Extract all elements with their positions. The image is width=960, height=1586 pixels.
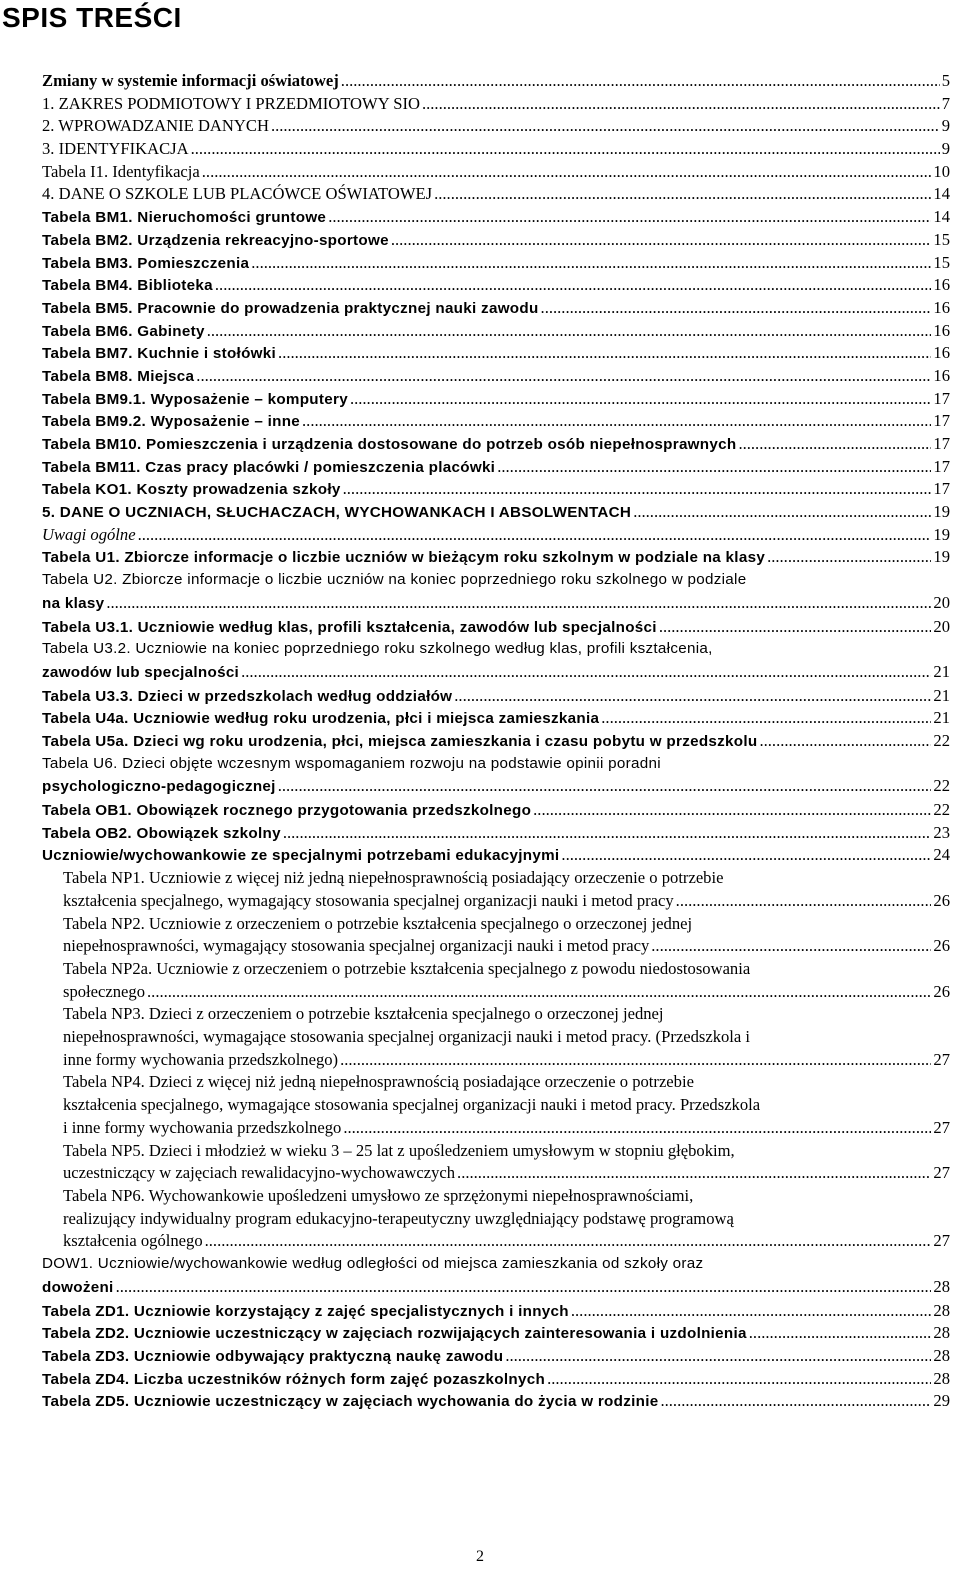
- toc-leader-dots: [505, 1345, 931, 1368]
- toc-page-number: 5: [941, 71, 950, 90]
- toc-leader-dots: [651, 935, 931, 958]
- toc-entry[interactable]: [42, 1368, 950, 1391]
- toc-page-number: 15: [933, 229, 950, 249]
- toc-leader-dots: [343, 1117, 931, 1140]
- toc-leader-dots: [561, 844, 931, 867]
- toc-entry-title: Tabela U3.3. Dzieci w przedszkolach według oddziałów: [42, 687, 453, 705]
- toc-entry-title: Tabela I1. Identyfikacja: [42, 161, 200, 181]
- toc-page-number: 27: [933, 1163, 950, 1183]
- toc-page-number: 17: [933, 411, 950, 431]
- toc-page-number: 26: [933, 890, 950, 910]
- toc-entry-title: Tabela U5a. Dzieci wg roku urodzenia, płci, miejsca zamieszkania i czasu pobytu w przedszkolu: [42, 733, 758, 750]
- toc-entry-title: na klasy: [42, 594, 105, 612]
- toc-leader-dots: [738, 433, 931, 456]
- toc-entry-title: Uczniowie/wychowankowie ze specjalnymi potrzebami edukacyjnymi: [42, 847, 560, 865]
- toc-entry[interactable]: [42, 115, 950, 138]
- toc-page-number: 21: [933, 685, 950, 705]
- toc-entry-title: Tabela BM6. Gabinety: [42, 322, 205, 340]
- toc-leader-dots: [422, 93, 940, 116]
- toc-entry[interactable]: [42, 1300, 950, 1323]
- toc-leader-dots: [547, 1368, 931, 1391]
- toc-page-number: 26: [933, 981, 950, 1001]
- toc-entry[interactable]: [42, 1185, 950, 1253]
- toc-leader-dots: [601, 707, 931, 730]
- toc-leader-dots: [116, 1276, 932, 1299]
- toc-leader-dots: [434, 183, 931, 206]
- toc-page-number: 22: [933, 776, 950, 796]
- toc-entry-line: kształcenia specjalnego, wymagające stosowania specjalnej organizacji nauki i metod pracy. Przedszkola: [63, 1095, 761, 1115]
- toc-entry-title: inne formy wychowania przedszkolnego): [63, 1049, 339, 1069]
- toc-entry[interactable]: [42, 730, 950, 753]
- toc-entry-title: Tabela BM3. Pomieszczenia: [42, 254, 250, 272]
- toc-leader-dots: [343, 478, 932, 501]
- toc-entry[interactable]: [42, 913, 950, 958]
- toc-entry[interactable]: [42, 799, 950, 822]
- toc-page-number: 16: [933, 297, 950, 317]
- toc-entry[interactable]: [42, 958, 950, 1003]
- toc-entry[interactable]: [42, 546, 950, 569]
- toc-leader-dots: [241, 661, 931, 684]
- toc-leader-dots: [106, 592, 931, 615]
- toc-page-number: 19: [933, 547, 950, 567]
- toc-entry-line: Tabela NP4. Dzieci z więcej niż jedną niepełnosprawnością posiadające orzeczenie o potrzebie: [63, 1072, 694, 1092]
- toc-page-number: 16: [933, 320, 950, 340]
- toc-entry[interactable]: [42, 206, 950, 229]
- toc-leader-dots: [215, 274, 932, 297]
- toc-leader-dots: [271, 115, 940, 138]
- toc-entry[interactable]: [42, 867, 950, 912]
- toc-page-number: 21: [933, 661, 950, 681]
- toc-page-number: 23: [933, 822, 950, 842]
- toc-entry[interactable]: [42, 844, 950, 867]
- toc-leader-dots: [138, 524, 932, 547]
- toc-entry-title: 3. IDENTYFIKACJA: [42, 139, 189, 159]
- toc-entry-title: Tabela ZD3. Uczniowie odbywający praktyczną naukę zawodu: [42, 1347, 504, 1365]
- toc-leader-dots: [147, 981, 931, 1004]
- toc-leader-dots: [660, 1390, 931, 1413]
- toc-entry-line: Tabela U2. Zbiorcze informacje o liczbie uczniów na koniec poprzedniego roku szkolnego w podziale: [42, 571, 747, 589]
- toc-entry-line: Tabela U3.2. Uczniowie na koniec poprzedniego roku szkolnego według klas, profili kształcenia,: [42, 640, 713, 658]
- toc-leader-dots: [767, 546, 931, 569]
- toc-leader-dots: [497, 456, 931, 479]
- toc-leader-dots: [202, 161, 932, 184]
- toc-entry[interactable]: [42, 320, 950, 343]
- toc-page-number: 27: [933, 1231, 950, 1251]
- toc-entry[interactable]: [42, 456, 950, 479]
- toc-entry[interactable]: [42, 70, 950, 93]
- toc-entry-title: Tabela BM9.1. Wyposażenie – komputery: [42, 390, 348, 408]
- toc-entry[interactable]: [42, 753, 950, 799]
- toc-entry-title: Tabela BM7. Kuchnie i stołówki: [42, 345, 277, 363]
- toc-entry-title: 4. DANE O SZKOLE LUB PLACÓWCE OŚWIATOWEJ: [42, 184, 433, 204]
- toc-leader-dots: [196, 365, 931, 388]
- toc-page-number: 15: [933, 252, 950, 272]
- toc-entry-title: Tabela U1. Zbiorcze informacje o liczbie uczniów w bieżącym roku szkolnym w podziale na klasy: [42, 549, 766, 567]
- toc-entry-title: Tabela BM11. Czas pracy placówki / pomieszczenia placówki: [42, 458, 496, 476]
- toc-entry-line: Tabela NP6. Wychowankowie upośledzeni umysłowo ze sprzężonymi niepełnosprawnościami,: [63, 1186, 694, 1205]
- toc-entry[interactable]: [42, 638, 950, 684]
- toc-entry-line: realizujący indywidualny program edukacyjno-terapeutyczny uwzględniający podstawę programową: [63, 1208, 734, 1228]
- toc-entry-title: Uwagi ogólne: [42, 524, 136, 544]
- toc-entry[interactable]: [42, 274, 950, 297]
- page-number: 2: [476, 1548, 484, 1565]
- toc-page-number: 24: [933, 845, 950, 865]
- toc-entry[interactable]: [42, 1253, 950, 1299]
- toc-entry-title: Tabela ZD5. Uczniowie uczestniczący w zajęciach wychowania do życia w rodzinie: [42, 1393, 659, 1411]
- toc-entry-title: Tabela BM5. Pracownie do prowadzenia praktycznej nauki zawodu: [42, 299, 539, 317]
- toc-entry-title: 2. WPROWADZANIE DANYCH: [42, 116, 269, 136]
- toc-page-number: 22: [933, 800, 950, 820]
- toc-entry[interactable]: [42, 229, 950, 252]
- toc-page-number: 22: [933, 731, 950, 750]
- toc-entry-title: Tabela BM4. Biblioteka: [42, 277, 213, 295]
- toc-entry[interactable]: [42, 501, 950, 524]
- toc-leader-dots: [278, 342, 931, 365]
- toc-entry[interactable]: [42, 252, 950, 275]
- toc-leader-dots: [350, 388, 931, 411]
- toc-page-number: 28: [933, 1323, 950, 1343]
- toc-entry[interactable]: [42, 1390, 950, 1413]
- toc-page-number: 21: [933, 708, 950, 728]
- toc-leader-dots: [302, 410, 931, 433]
- toc-leader-dots: [659, 616, 932, 639]
- toc-page-number: 17: [933, 388, 950, 408]
- toc-entry-title: uczestniczący w zajęciach rewalidacyjno-wychowawczych: [63, 1163, 456, 1183]
- toc-entry-title: niepełnosprawności, wymagający stosowania specjalnej organizacji nauki i metod pracy: [63, 936, 650, 956]
- toc-page-number: 19: [933, 524, 950, 544]
- toc-entry-title: społecznego: [63, 981, 146, 1001]
- toc-entry-line: Tabela NP5. Dzieci i młodzież w wieku 3 – 25 lat z upośledzeniem umysłowym w stopniu głębokim,: [63, 1140, 735, 1160]
- toc-entry-title: Tabela BM2. Urządzenia rekreacyjno-sportowe: [42, 231, 389, 249]
- toc-leader-dots: [571, 1300, 932, 1323]
- toc-page-number: 19: [933, 502, 950, 522]
- toc-page-number: 10: [933, 161, 950, 181]
- toc-page-number: 14: [933, 207, 950, 227]
- toc-page-number: 16: [933, 365, 950, 385]
- toc-entry-title: zawodów lub specjalności: [42, 663, 240, 681]
- toc-entry-title: Tabela U4a. Uczniowie według roku urodzenia, płci i miejsca zamieszkania: [42, 710, 600, 728]
- toc-entry-title: Tabela OB1. Obowiązek rocznego przygotowania przedszkolnego: [42, 802, 532, 820]
- toc-entry[interactable]: [42, 342, 950, 365]
- toc-entry-title: 5. DANE O UCZNIACH, SŁUCHACZACH, WYCHOWANKACH I ABSOLWENTACH: [42, 504, 632, 522]
- toc-page-number: 14: [933, 184, 950, 204]
- toc-entry-title: Tabela BM10. Pomieszczenia i urządzenia dostosowane do potrzeb osób niepełnosprawnych: [42, 436, 737, 453]
- page-title: SPIS TREŚCI: [2, 2, 182, 33]
- toc-entry[interactable]: [42, 297, 950, 320]
- toc-entry[interactable]: [42, 822, 950, 845]
- toc-entry-title: psychologiczno-pedagogicznej: [42, 778, 276, 796]
- toc-page-number: 29: [933, 1391, 950, 1411]
- toc-page-number: 17: [933, 456, 950, 476]
- toc-leader-dots: [749, 1322, 932, 1345]
- toc-entry-line: Tabela NP2a. Uczniowie z orzeczeniem o potrzebie kształcenia specjalnego z powodu niedostosowania: [63, 958, 751, 978]
- toc-leader-dots: [676, 890, 932, 913]
- toc-leader-dots: [283, 822, 932, 845]
- toc-entry[interactable]: [42, 685, 950, 708]
- toc-page-number: 26: [933, 936, 950, 956]
- toc-entry-title: Tabela ZD1. Uczniowie korzystający z zajęć specjalistycznych i innych: [42, 1302, 569, 1320]
- toc-entry[interactable]: [42, 138, 950, 161]
- toc-entry-title: dowożeni: [42, 1278, 114, 1296]
- toc-entry-title: Tabela BM9.2. Wyposażenie – inne: [42, 413, 301, 431]
- toc-entry-line: Tabela NP1. Uczniowie z więcej niż jedną niepełnosprawnością posiadający orzeczenie o potrzebie: [63, 868, 724, 888]
- toc-leader-dots: [207, 320, 932, 343]
- toc-leader-dots: [633, 501, 931, 524]
- toc-page-number: 9: [941, 139, 950, 159]
- toc-entry[interactable]: [42, 524, 950, 547]
- toc-entry[interactable]: [42, 365, 950, 388]
- toc-entry[interactable]: [42, 1003, 950, 1071]
- toc-entry-line: niepełnosprawności, wymagające stosowania specjalnej organizacji nauki i metod pracy. (Przedszkola i: [63, 1027, 751, 1047]
- toc-entry[interactable]: [42, 1322, 950, 1345]
- toc-leader-dots: [205, 1230, 932, 1253]
- toc-page-number: 27: [933, 1049, 950, 1069]
- toc-leader-dots: [541, 297, 932, 320]
- toc-page-number: 27: [933, 1117, 950, 1137]
- toc-entry[interactable]: [42, 410, 950, 433]
- toc-entry-title: 1. ZAKRES PODMIOTOWY I PRZEDMIOTOWY SIO: [42, 93, 420, 113]
- toc-page-number: 16: [933, 275, 950, 295]
- toc-leader-dots: [454, 685, 931, 708]
- toc-page-number: 20: [933, 616, 950, 636]
- toc-page-number: 28: [933, 1276, 950, 1296]
- toc-entry-title: kształcenia specjalnego, wymagający stosowania specjalnej organizacji nauki i metod pracy: [63, 890, 674, 910]
- toc-entry[interactable]: [42, 478, 950, 501]
- toc-leader-dots: [533, 799, 931, 822]
- toc-page-number: 20: [933, 592, 950, 612]
- toc-entry-line: Tabela NP3. Dzieci z orzeczeniem o potrzebie kształcenia specjalnego o orzeczonej jednej: [63, 1004, 664, 1024]
- toc-entry-title: kształcenia ogólnego: [63, 1231, 203, 1251]
- toc-page-number: 17: [933, 479, 950, 499]
- toc-page-number: 7: [941, 93, 950, 113]
- toc-entry[interactable]: [42, 616, 950, 639]
- toc-entry[interactable]: [42, 1345, 950, 1368]
- table-of-contents: [42, 70, 950, 1413]
- toc-entry[interactable]: [42, 161, 950, 184]
- toc-entry[interactable]: [42, 1071, 950, 1139]
- toc-page-number: 28: [933, 1345, 950, 1365]
- toc-leader-dots: [391, 229, 932, 252]
- toc-leader-dots: [328, 206, 931, 229]
- toc-entry-title: i inne formy wychowania przedszkolnego: [63, 1117, 342, 1137]
- toc-entry-title: Zmiany w systemie informacji oświatowej: [42, 71, 339, 90]
- toc-entry-title: Tabela KO1. Koszty prowadzenia szkoły: [42, 481, 341, 499]
- toc-entry[interactable]: [42, 183, 950, 206]
- toc-entry-title: Tabela ZD4. Liczba uczestników różnych form zajęć pozaszkolnych: [42, 1370, 546, 1388]
- toc-page-number: 9: [941, 116, 950, 136]
- toc-page-number: 16: [933, 343, 950, 363]
- toc-page-number: 17: [933, 434, 950, 453]
- toc-leader-dots: [278, 775, 932, 798]
- toc-entry-title: Tabela OB2. Obowiązek szkolny: [42, 824, 281, 842]
- toc-entry[interactable]: [42, 388, 950, 411]
- toc-entry-title: Tabela U3.1. Uczniowie według klas, profili kształcenia, zawodów lub specjalności: [42, 618, 657, 636]
- toc-leader-dots: [340, 1049, 931, 1072]
- toc-entry-title: Tabela BM1. Nieruchomości gruntowe: [42, 209, 327, 227]
- toc-entry[interactable]: [42, 707, 950, 730]
- toc-entry[interactable]: [42, 569, 950, 615]
- toc-entry-line: DOW1. Uczniowie/wychowankowie według odległości od miejsca zamieszkania od szkoły oraz: [42, 1255, 704, 1273]
- toc-leader-dots: [457, 1162, 931, 1185]
- toc-leader-dots: [759, 730, 931, 753]
- toc-page-number: 28: [933, 1300, 950, 1320]
- toc-leader-dots: [341, 70, 940, 93]
- toc-page-number: 28: [933, 1368, 950, 1388]
- toc-leader-dots: [191, 138, 940, 161]
- toc-entry-title: Tabela ZD2. Uczniowie uczestniczący w zajęciach rozwijających zainteresowania i uzdolnienia: [42, 1325, 747, 1343]
- toc-entry[interactable]: [42, 93, 950, 116]
- toc-leader-dots: [251, 252, 931, 275]
- toc-entry-line: Tabela NP2. Uczniowie z orzeczeniem o potrzebie kształcenia specjalnego o orzeczonej jednej: [63, 913, 693, 933]
- toc-entry-title: Tabela BM8. Miejsca: [42, 367, 195, 385]
- toc-entry[interactable]: [42, 433, 950, 456]
- toc-entry[interactable]: [42, 1140, 950, 1185]
- toc-entry-line: Tabela U6. Dzieci objęte wczesnym wspomaganiem rozwoju na podstawie opinii poradni: [42, 754, 661, 772]
